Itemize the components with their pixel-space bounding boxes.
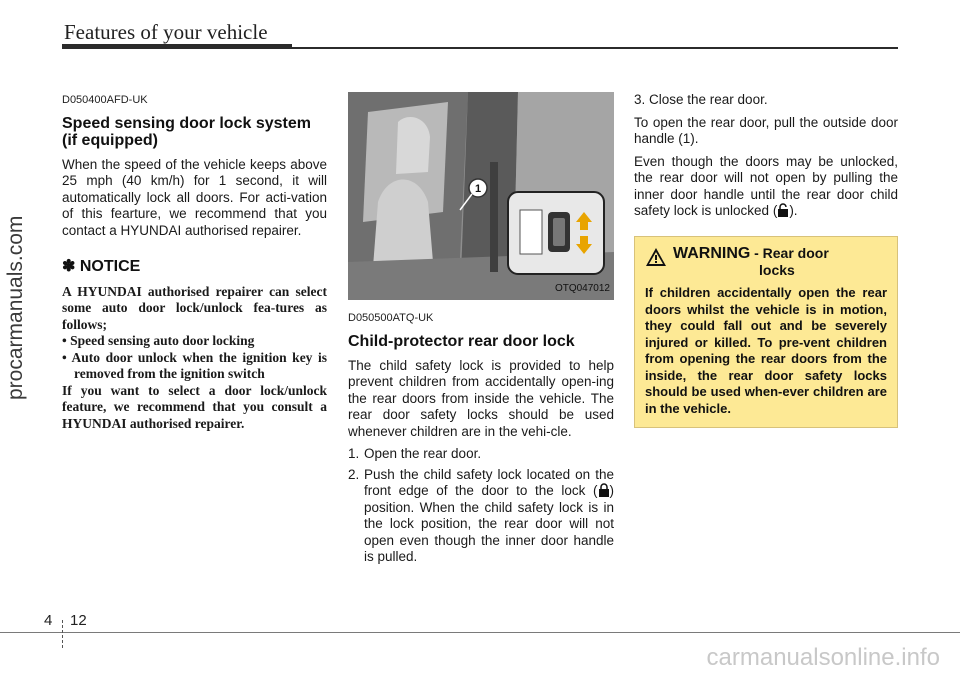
lock-icon <box>598 483 610 497</box>
heading-line-1: Speed sensing door lock system <box>62 114 311 132</box>
notice-bullet: • Auto door unlock when the ignition key is removed from the ignition switch <box>62 349 327 381</box>
step-number: 1. <box>348 446 360 461</box>
footer-divider <box>62 620 64 648</box>
column-left <box>62 92 327 432</box>
body-paragraph <box>634 154 898 220</box>
step-number: 2. <box>348 466 360 482</box>
step-text: Open the rear door. <box>364 446 482 461</box>
step-text <box>364 467 614 566</box>
warning-header <box>645 245 887 280</box>
header-bar-thick <box>62 44 292 49</box>
warning-triangle-icon <box>645 247 667 267</box>
section-code: D050500ATQ-UK <box>348 312 434 324</box>
list-item <box>348 467 614 566</box>
header-title: Features of your vehicle <box>64 20 268 44</box>
step-text-part: Push the child safety lock located on the front edge of the door to the lock ( <box>364 466 614 498</box>
column-middle <box>348 92 614 570</box>
body-paragraph: To open the rear door, pull the outside door handle (1). <box>634 114 898 146</box>
unlock-icon <box>777 203 789 217</box>
list-item <box>348 446 614 463</box>
paragraph-part: Even though the doors may be unlocked, the rear door will not open by pulling the inner door handle until the rear door child safety lock is unlocked ( <box>634 153 898 218</box>
notice-line: A HYUNDAI authorised repairer can select some auto door lock/unlock fea-tures as follows; <box>62 283 327 332</box>
column-right <box>634 92 898 428</box>
body-paragraph: When the speed of the vehicle keeps above 25 mph (40 km/h) for 1 second, it will automatically lock all doors. For acti-vation of this fearture, we recommend that you contact a HYUNDAI authorised repairer. <box>62 156 327 238</box>
body-paragraph: The child safety lock is provided to help prevent children from accidentally open-ing the rear doors from inside the vehicle. The rear door safety locks should be used whenever children are in the vehi-cle. <box>348 357 614 439</box>
notice-line: If you want to select a door lock/unlock feature, we recommend that you consult a HYUNDAI authorised repairer. <box>62 382 327 431</box>
step-text-part: ) position. When the child safety lock is in the lock position, the rear door will not open even though the inner door handle is pulled. <box>364 483 614 564</box>
section-number: 4 <box>44 612 53 629</box>
warning-box <box>634 236 898 429</box>
paragraph-part: ). <box>789 203 798 218</box>
footer-watermark: carmanualsonline.info <box>706 644 940 671</box>
door-lock-photo <box>348 92 614 300</box>
notice-title: ✽ NOTICE <box>62 258 141 275</box>
warning-body: If children accidentally open the rear doors whilst the vehicle is in motion, they could fall out and be severely injured or killed. To pre-vent children from opening the rear doors from the inside, the rear door safety locks should be used when-ever children are in the vehicle. <box>645 285 887 416</box>
footer-rule <box>0 632 960 633</box>
photo-code: OTQ047012 <box>554 282 610 294</box>
warning-subtitle: - Rear door <box>754 244 829 261</box>
heading-line-2: (if equipped) <box>62 131 158 149</box>
warning-subtitle-line2: locks <box>759 262 795 278</box>
notice-bullet: • Speed sensing auto door locking <box>62 333 255 348</box>
section-code: D050400AFD-UK <box>62 94 148 106</box>
notice-body <box>62 284 327 433</box>
header-bar-thin <box>292 47 898 49</box>
step-text: 3. Close the rear door. <box>634 92 768 107</box>
warning-label: WARNING <box>673 244 751 262</box>
photo-callout-number: 1 <box>474 183 482 195</box>
section-heading <box>62 115 327 149</box>
side-watermark: procarmanuals.com <box>4 215 27 400</box>
door-interior-illustration <box>348 92 614 300</box>
page-number: 12 <box>70 612 87 629</box>
section-heading: Child-protector rear door lock <box>348 332 575 350</box>
